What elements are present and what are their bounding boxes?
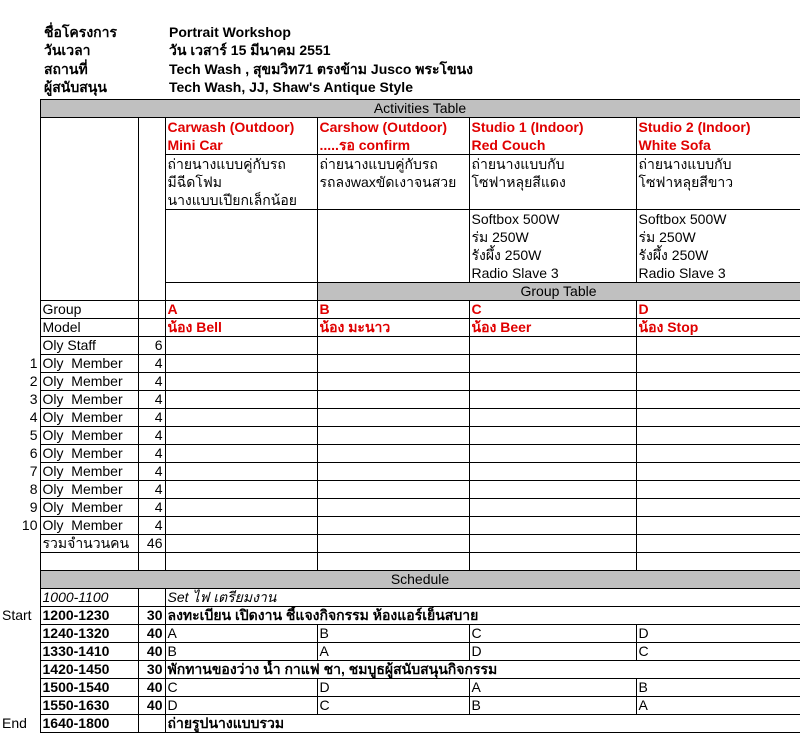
schedule-row	[0, 697, 800, 715]
member-index: 2	[29, 372, 38, 389]
model-name: น้อง Stop	[636, 319, 800, 337]
activity-title: Studio 1 (Indoor)	[471, 119, 584, 135]
group-letter: B	[317, 301, 469, 319]
member-label: Oly Member	[40, 499, 138, 517]
schedule-time: 1500-1540	[40, 679, 138, 697]
member-index: 4	[29, 408, 38, 425]
member-index: 10	[21, 516, 38, 533]
activity-description	[636, 155, 800, 210]
activity-subtitle: White Sofa	[638, 137, 711, 153]
member-row	[0, 517, 800, 535]
project-name-value: Portrait Workshop	[169, 24, 291, 40]
schedule-row	[0, 625, 800, 643]
schedule-minutes: 30	[138, 607, 165, 625]
model-name: น้อง มะนาว	[317, 319, 469, 337]
activity-subtitle: .....รอ confirm	[319, 137, 411, 153]
member-index: 1	[29, 354, 38, 371]
activity-header	[317, 118, 469, 155]
schedule-marker: Start	[2, 606, 32, 623]
schedule-time: 1330-1410	[40, 643, 138, 661]
equipment-line: รังผึ้ง 250W	[638, 247, 709, 263]
member-row	[0, 427, 800, 445]
desc-line: ถ่ายนางแบบคู่กับรถ	[167, 156, 286, 172]
member-label: Oly Member	[40, 517, 138, 535]
equipment-line: Radio Slave 3	[638, 265, 726, 281]
activity-equipment	[636, 210, 800, 283]
schedule-activity: ลงทะเบียน เปิดงาน ชี้แจงกิจกรรม ห้องแอร์เย็นสบาย	[165, 607, 800, 625]
member-count: 4	[138, 355, 165, 373]
schedule-time: 1000-1100	[40, 589, 138, 607]
member-row	[0, 409, 800, 427]
member-count: 4	[138, 463, 165, 481]
equipment-line: ร่ม 250W	[638, 229, 696, 245]
schedule-minutes: 40	[138, 679, 165, 697]
equipment-line: ร่ม 250W	[471, 229, 529, 245]
schedule-group: B	[469, 697, 636, 715]
schedule-group: C	[469, 625, 636, 643]
group-letter-row	[0, 301, 800, 319]
activity-title: Studio 2 (Indoor)	[638, 119, 751, 135]
desc-line: ถ่ายนางแบบกับ	[471, 156, 565, 172]
schedule-group: A	[317, 643, 469, 661]
member-row	[0, 463, 800, 481]
schedule-table-title: Schedule	[40, 571, 800, 589]
member-count: 4	[138, 499, 165, 517]
member-label: Oly Member	[40, 391, 138, 409]
activity-header	[636, 118, 800, 155]
member-label: Oly Member	[40, 427, 138, 445]
schedule-group: D	[165, 697, 317, 715]
staff-label: Oly Staff	[40, 337, 138, 355]
member-index: 9	[29, 498, 38, 515]
member-count: 4	[138, 409, 165, 427]
schedule-group: B	[636, 679, 800, 697]
member-count: 4	[138, 445, 165, 463]
schedule-marker	[0, 625, 40, 643]
member-index: 6	[29, 444, 38, 461]
equipment-line: Softbox 500W	[471, 211, 560, 227]
schedule-group: A	[165, 625, 317, 643]
schedule-marker: End	[2, 714, 27, 731]
schedule-marker	[0, 589, 40, 607]
staff-row	[0, 337, 800, 355]
project-header	[0, 0, 800, 100]
desc-line: โซฟาหลุยสีแดง	[471, 174, 566, 190]
member-label: Oly Member	[40, 373, 138, 391]
schedule-group: A	[469, 679, 636, 697]
project-name-label: ชื่อโครงการ	[44, 24, 118, 40]
schedule-row	[0, 661, 800, 679]
schedule-row	[0, 679, 800, 697]
staff-count: 6	[138, 337, 165, 355]
desc-line: มีฉีดโฟม	[167, 174, 223, 190]
schedule-minutes: 30	[138, 661, 165, 679]
schedule-row	[0, 607, 800, 625]
schedule-minutes: 40	[138, 625, 165, 643]
date-label: วันเวลา	[44, 42, 91, 58]
group-table-title: Group Table	[317, 283, 800, 301]
member-label: Oly Member	[40, 445, 138, 463]
schedule-group: D	[469, 643, 636, 661]
equipment-line: Softbox 500W	[638, 211, 727, 227]
schedule-time: 1550-1630	[40, 697, 138, 715]
schedule-row	[0, 715, 800, 733]
model-name: น้อง Beer	[469, 319, 636, 337]
total-row	[0, 535, 800, 553]
schedule-marker	[0, 661, 40, 679]
location-label: สถานที่	[44, 61, 88, 77]
member-row	[0, 481, 800, 499]
activity-description	[469, 155, 636, 210]
schedule-group: C	[636, 643, 800, 661]
member-count: 4	[138, 373, 165, 391]
schedule-activity: Set ไฟ เตรียมงาน	[165, 589, 800, 607]
sponsor-label: ผู้สนับสนุน	[44, 79, 107, 95]
member-index: 8	[29, 480, 38, 497]
group-label: Group	[40, 301, 138, 319]
activity-header	[165, 118, 317, 155]
schedule-group: C	[317, 697, 469, 715]
location-value: Tech Wash , สุขมวิท71 ตรงข้าม Jusco พระโขนง	[169, 61, 474, 77]
schedule-group: A	[636, 697, 800, 715]
equipment-line: Radio Slave 3	[471, 265, 559, 281]
schedule-minutes	[138, 589, 165, 607]
model-row	[0, 319, 800, 337]
schedule-minutes: 40	[138, 643, 165, 661]
total-label: รวมจำนวนคน	[40, 535, 138, 553]
schedule-group: D	[317, 679, 469, 697]
member-index: 7	[29, 462, 38, 479]
date-value: วัน เวสาร์ 15 มีนาคม 2551	[169, 42, 331, 58]
member-index: 5	[29, 426, 38, 443]
member-index: 3	[29, 390, 38, 407]
schedule-minutes	[138, 715, 165, 733]
activities-table-title: Activities Table	[40, 100, 800, 118]
schedule-marker	[0, 679, 40, 697]
schedule-marker	[0, 697, 40, 715]
member-label: Oly Member	[40, 355, 138, 373]
schedule-minutes: 40	[138, 697, 165, 715]
activity-equipment	[469, 210, 636, 283]
schedule-row	[0, 589, 800, 607]
activity-title: Carshow (Outdoor)	[319, 119, 448, 135]
schedule-time: 1200-1230	[40, 607, 138, 625]
member-label: Oly Member	[40, 463, 138, 481]
member-row	[0, 391, 800, 409]
activity-subtitle: Mini Car	[167, 137, 223, 153]
activity-title: Carwash (Outdoor)	[167, 119, 295, 135]
group-letter: D	[636, 301, 800, 319]
schedule-time: 1240-1320	[40, 625, 138, 643]
desc-line: ถ่ายนางแบบคู่กับรถ	[319, 156, 438, 172]
sponsor-value: Tech Wash, JJ, Shaw's Antique Style	[169, 79, 413, 95]
member-row	[0, 373, 800, 391]
equipment-line: รังผึ้ง 250W	[471, 247, 542, 263]
schedule-group: B	[165, 643, 317, 661]
schedule-activity: พักทานของว่าง น้ำ กาแฟ ชา, ชมบูธผู้สนับสนุนกิจกรรม	[165, 661, 800, 679]
member-row	[0, 499, 800, 517]
member-count: 4	[138, 391, 165, 409]
member-label: Oly Member	[40, 481, 138, 499]
desc-line: นางแบบเปียกเล็กน้อย	[167, 192, 297, 208]
group-letter: A	[165, 301, 317, 319]
member-row	[0, 445, 800, 463]
schedule-time: 1640-1800	[40, 715, 138, 733]
schedule-group: B	[317, 625, 469, 643]
workshop-sheet	[0, 99, 800, 733]
member-count: 4	[138, 517, 165, 535]
desc-line: ถ่ายนางแบบกับ	[638, 156, 732, 172]
member-count: 4	[138, 481, 165, 499]
activity-description	[317, 155, 469, 210]
schedule-marker	[0, 643, 40, 661]
schedule-time: 1420-1450	[40, 661, 138, 679]
member-count: 4	[138, 427, 165, 445]
schedule-row	[0, 643, 800, 661]
activity-subtitle: Red Couch	[471, 137, 546, 153]
schedule-group: D	[636, 625, 800, 643]
activity-header	[469, 118, 636, 155]
group-letter: C	[469, 301, 636, 319]
schedule-activity: ถ่ายรูปนางแบบรวม	[165, 715, 800, 733]
member-row	[0, 355, 800, 373]
activity-description	[165, 155, 317, 210]
model-name: น้อง Bell	[165, 319, 317, 337]
model-label: Model	[40, 319, 138, 337]
member-label: Oly Member	[40, 409, 138, 427]
desc-line: รถลงwaxขัดเงาจนสวย	[319, 174, 457, 190]
schedule-group: C	[165, 679, 317, 697]
total-count: 46	[138, 535, 165, 553]
desc-line: โซฟาหลุยสีขาว	[638, 174, 734, 190]
